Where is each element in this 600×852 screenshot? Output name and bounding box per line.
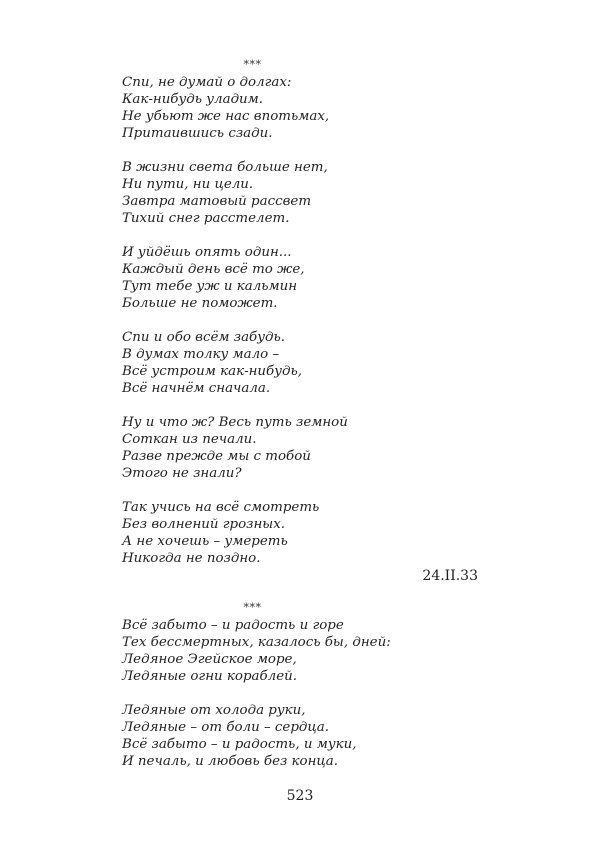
poem-1-date: 24.II.33: [422, 568, 478, 584]
verse-line: Ледяные огни кораблей.: [122, 669, 298, 684]
verse-line: Ледяное Эгейское море,: [122, 652, 297, 667]
stanza-2: [122, 702, 391, 770]
poem-1: [122, 74, 348, 567]
verse-line: Всё начнём сначала.: [122, 381, 271, 396]
verse-line: Тех бессмертных, казалось бы, дней:: [122, 635, 391, 650]
stanza-4: [122, 329, 348, 397]
stanza-1: [122, 74, 348, 142]
verse-line: В думах толку мало –: [122, 347, 280, 362]
stanza-6: [122, 499, 348, 567]
verse-line: Не убьют же нас впотьмах,: [122, 109, 330, 124]
verse-line: Так учись на всё смотреть: [122, 500, 320, 515]
verse-line: Завтра матовый рассвет: [122, 194, 312, 209]
stanza-2: [122, 159, 348, 227]
verse-line: Соткан из печали.: [122, 432, 257, 447]
stanza-1: [122, 617, 391, 685]
poem-2-separator: ***: [243, 601, 262, 614]
verse-line: В жизни света больше нет,: [122, 160, 328, 175]
verse-line: Каждый день всё то же,: [122, 262, 305, 277]
verse-line: Всё забыто – и радость, и муки,: [122, 737, 357, 752]
page-number: 523: [286, 788, 314, 804]
verse-line: Без волнений грозных.: [122, 517, 286, 532]
verse-line: И уйдёшь опять один...: [122, 245, 292, 260]
verse-line: Притаившись сзади.: [122, 126, 273, 141]
stanza-3: [122, 244, 348, 312]
verse-line: Спи, не думай о долгах:: [122, 75, 292, 90]
verse-line: Больше не поможет.: [122, 296, 278, 311]
verse-line: И печаль, и любовь без конца.: [122, 754, 339, 769]
verse-line: Всё забыто – и радость и горе: [122, 618, 344, 633]
verse-line: Ни пути, ни цели.: [122, 177, 254, 192]
verse-line: Спи и обо всём забудь.: [122, 330, 286, 345]
poem-1-separator: ***: [243, 58, 262, 71]
verse-line: Ну и что ж? Весь путь земной: [122, 415, 348, 430]
verse-line: Разве прежде мы с тобой: [122, 449, 311, 464]
stanza-5: [122, 414, 348, 482]
verse-line: А не хочешь – умереть: [122, 534, 288, 549]
poem-2: [122, 617, 391, 770]
verse-line: Как-нибудь уладим.: [122, 92, 264, 107]
verse-line: Тихий снег расстелет.: [122, 211, 290, 226]
verse-line: Всё устроим как-нибудь,: [122, 364, 303, 379]
verse-line: Ледяные – от боли – сердца.: [122, 720, 329, 735]
verse-line: Ледяные от холода руки,: [122, 703, 306, 718]
verse-line: Никогда не поздно.: [122, 551, 261, 566]
verse-line: Этого не знали?: [122, 466, 242, 481]
verse-line: Тут тебе уж и кальмин: [122, 279, 298, 294]
